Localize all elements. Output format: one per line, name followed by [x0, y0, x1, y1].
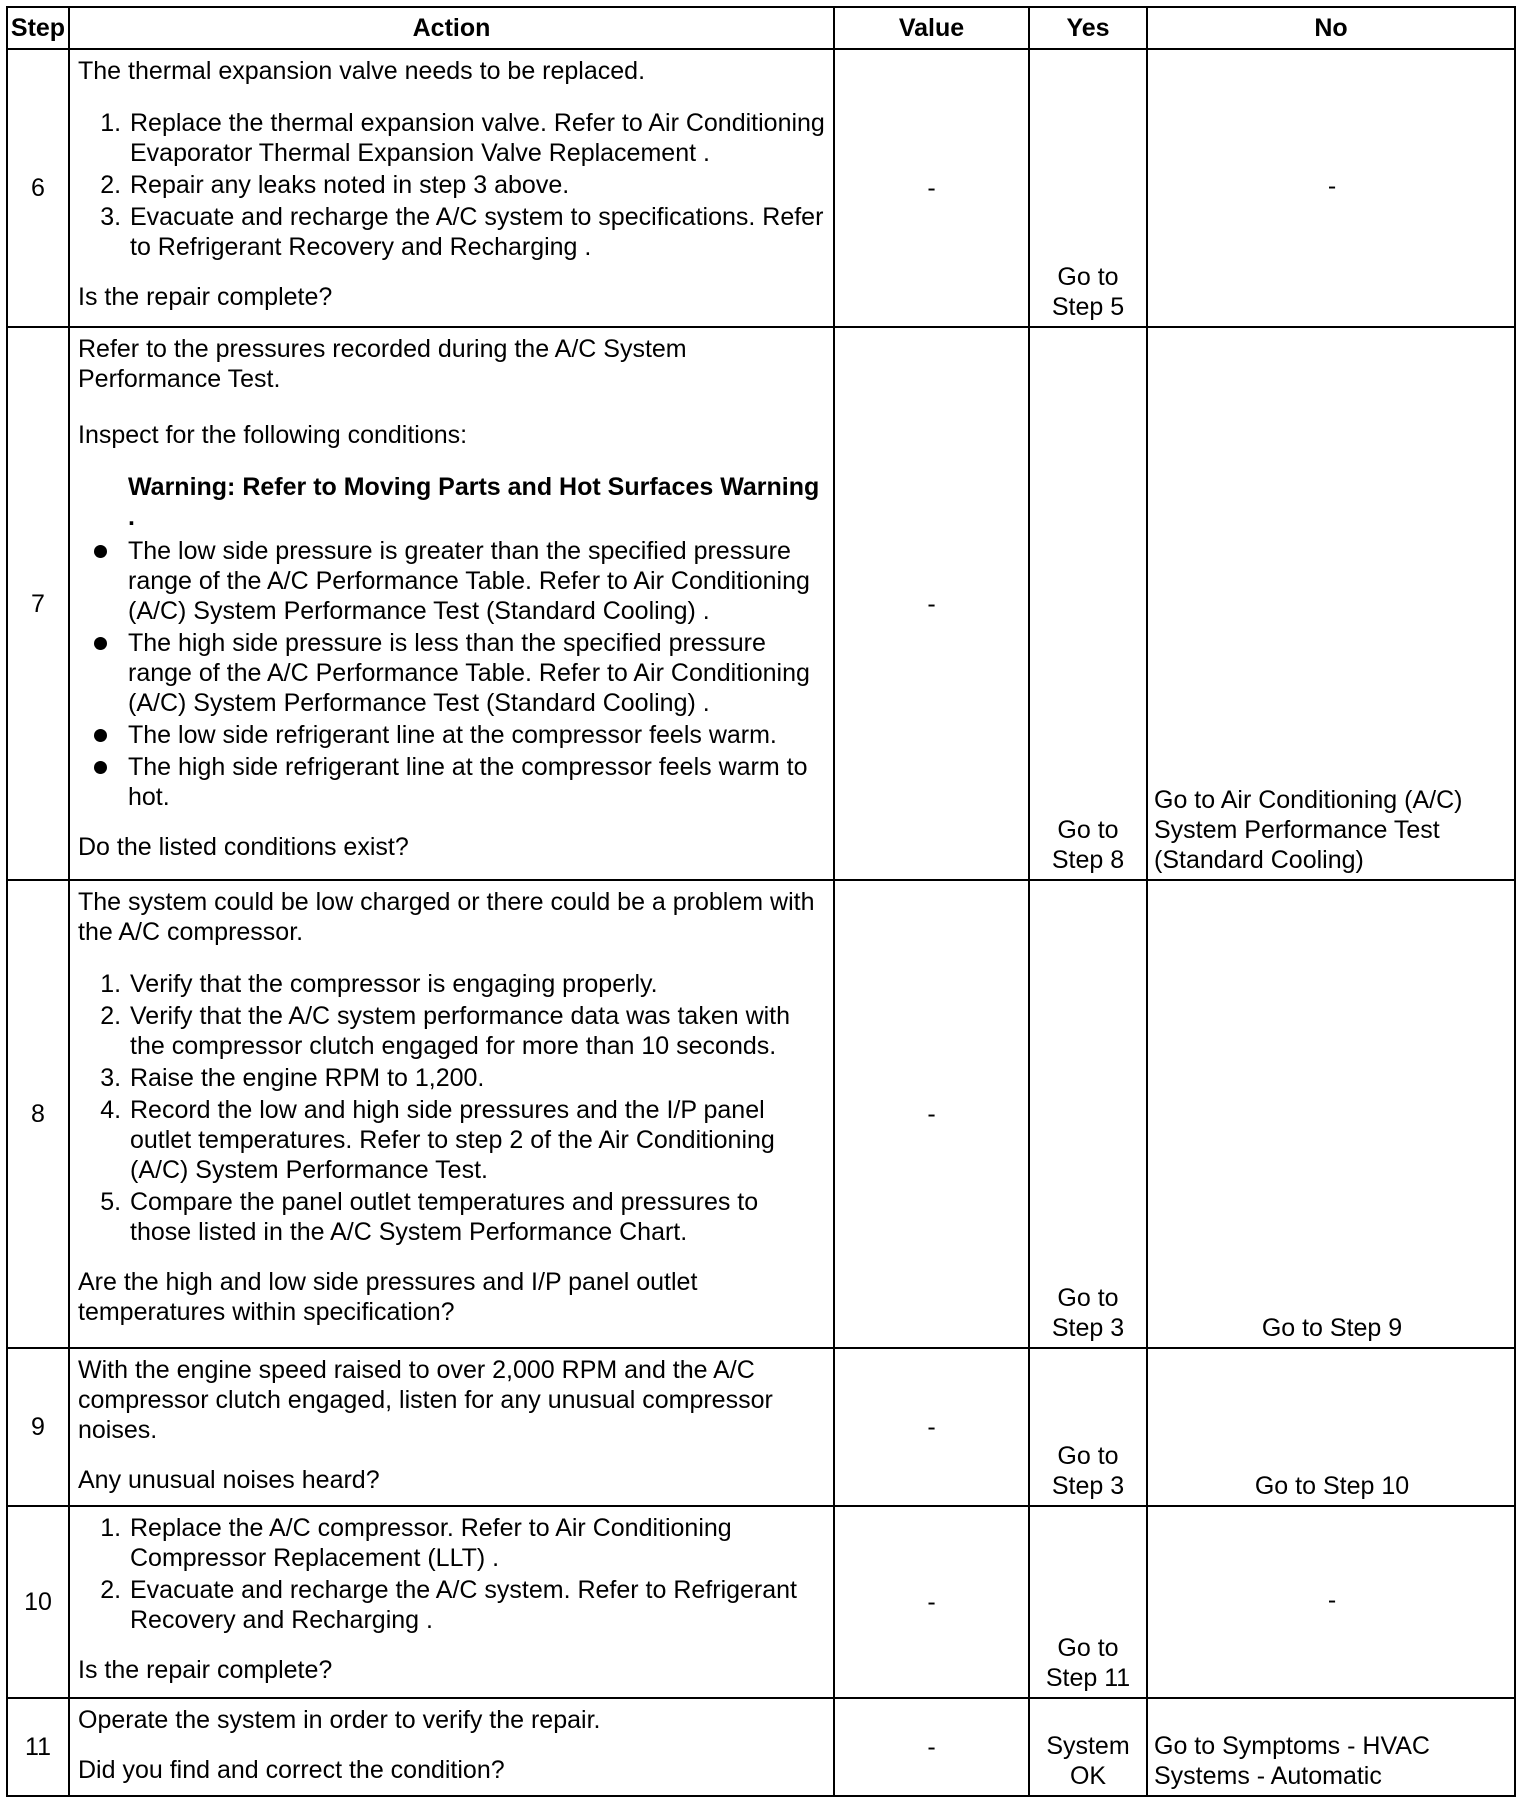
- warning-tail: .: [128, 503, 135, 531]
- numbered-list: [78, 108, 825, 262]
- yes-line: Go to: [1057, 263, 1119, 291]
- no-cell: Go to Step 10: [1147, 1348, 1515, 1506]
- no-cell: -: [1147, 1506, 1515, 1698]
- value-cell: -: [834, 1698, 1029, 1796]
- table-row-step-6: [7, 49, 1515, 327]
- action-question: Did you find and correct the condition?: [78, 1756, 505, 1784]
- value-cell: -: [834, 1506, 1029, 1698]
- list-item: 2. Repair any leaks noted in step 3 above.: [128, 170, 825, 200]
- bullet-icon: [94, 729, 107, 742]
- list-item-text: The high side pressure is less than the specified pressure range of the A/C Performance Table. Refer to Air Conditioning (A/C) System Performance Test (Standard Cooling) .: [128, 629, 810, 717]
- no-cell: Go to Step 9: [1147, 880, 1515, 1348]
- yes-line: Go to: [1057, 1442, 1119, 1470]
- list-item: [128, 752, 825, 812]
- list-item: 1. Replace the A/C compressor. Refer to Air Conditioning Compressor Replacement (LLT) .: [128, 1513, 825, 1573]
- diagnostic-table-page: [6, 6, 1514, 1797]
- table-row-step-11: [7, 1698, 1515, 1796]
- action-intro: Refer to the pressures recorded during the A/C System Performance Test.: [78, 335, 687, 393]
- action-intro: Operate the system in order to verify the repair.: [78, 1706, 601, 1734]
- yes-line: Go to: [1057, 816, 1119, 844]
- bullet-icon: [94, 761, 107, 774]
- action-question: Is the repair complete?: [78, 1656, 333, 1684]
- action-question: Is the repair complete?: [78, 283, 333, 311]
- yes-cell: [1029, 880, 1147, 1348]
- list-item: 1. Verify that the compressor is engaging properly.: [128, 969, 825, 999]
- list-item: [128, 720, 825, 750]
- yes-line: System: [1046, 1732, 1130, 1760]
- list-item: 3. Evacuate and recharge the A/C system to specifications. Refer to Refrigerant Recovery and Recharging .: [128, 202, 825, 262]
- header-no: No: [1147, 7, 1515, 49]
- list-item: 2. Evacuate and recharge the A/C system. Refer to Refrigerant Recovery and Recharging .: [128, 1575, 825, 1635]
- header-step: Step: [7, 7, 69, 49]
- list-item-text: The low side refrigerant line at the compressor feels warm.: [128, 721, 777, 749]
- bullet-list: [78, 536, 825, 812]
- step-number: 8: [7, 880, 69, 1348]
- step-number: 10: [7, 1506, 69, 1698]
- header-action: Action: [69, 7, 834, 49]
- table-row-step-7: [7, 327, 1515, 880]
- list-item-text: The low side pressure is greater than the specified pressure range of the A/C Performance Table. Refer to Air Conditioning (A/C) System Performance Test (Standard Cooling) .: [128, 537, 810, 625]
- list-item: 2. Verify that the A/C system performance data was taken with the compressor clutch engaged for more than 10 seconds.: [128, 1001, 825, 1061]
- value-cell: -: [834, 1348, 1029, 1506]
- step-number: 7: [7, 327, 69, 880]
- yes-cell: [1029, 1348, 1147, 1506]
- bullet-icon: [94, 637, 107, 650]
- no-cell: Go to Air Conditioning (A/C) System Performance Test (Standard Cooling): [1147, 327, 1515, 880]
- action-cell: [69, 1348, 834, 1506]
- yes-line: Go to: [1057, 1284, 1119, 1312]
- header-value: Value: [834, 7, 1029, 49]
- list-item: [128, 536, 825, 626]
- list-item: 5. Compare the panel outlet temperatures and pressures to those listed in the A/C System Performance Chart.: [128, 1187, 825, 1247]
- list-item: 1. Replace the thermal expansion valve. Refer to Air Conditioning Evaporator Thermal Expansion Valve Replacement .: [128, 108, 825, 168]
- action-intro: With the engine speed raised to over 2,000 RPM and the A/C compressor clutch engaged, listen for any unusual compressor noises.: [78, 1356, 773, 1444]
- diagnostic-table: [6, 6, 1516, 1797]
- list-item: [128, 628, 825, 718]
- step-number: 6: [7, 49, 69, 327]
- no-cell: -: [1147, 49, 1515, 327]
- list-item: 4. Record the low and high side pressures and the I/P panel outlet temperatures. Refer to step 2 of the Air Conditioning (A/C) System Performance Test.: [128, 1095, 825, 1185]
- value-cell: -: [834, 49, 1029, 327]
- action-intro: The system could be low charged or there could be a problem with the A/C compressor.: [78, 888, 815, 946]
- numbered-list: [78, 1513, 825, 1635]
- action-cell: [69, 327, 834, 880]
- bullet-icon: [94, 545, 107, 558]
- table-row-step-8: [7, 880, 1515, 1348]
- yes-line: OK: [1069, 1762, 1107, 1790]
- yes-cell: [1029, 327, 1147, 880]
- yes-cell: [1029, 49, 1147, 327]
- yes-line: Step 5: [1051, 293, 1125, 321]
- yes-line: Step 3: [1051, 1472, 1125, 1500]
- step-number: 11: [7, 1698, 69, 1796]
- table-row-step-10: [7, 1506, 1515, 1698]
- yes-line: Step 8: [1051, 846, 1125, 874]
- warning-text: Warning: Refer to Moving Parts and Hot Surfaces Warning: [128, 473, 820, 501]
- list-item-text: The high side refrigerant line at the compressor feels warm to hot.: [128, 753, 808, 811]
- yes-cell: [1029, 1698, 1147, 1796]
- action-question: Any unusual noises heard?: [78, 1466, 380, 1494]
- yes-line: Step 11: [1045, 1664, 1131, 1692]
- value-cell: -: [834, 327, 1029, 880]
- step-number: 9: [7, 1348, 69, 1506]
- no-cell: Go to Symptoms - HVAC Systems - Automatic: [1147, 1698, 1515, 1796]
- numbered-list: [78, 969, 825, 1247]
- value-cell: -: [834, 880, 1029, 1348]
- header-row: [7, 7, 1515, 49]
- action-intro: The thermal expansion valve needs to be replaced.: [78, 57, 646, 85]
- yes-line: Go to: [1057, 1634, 1119, 1662]
- action-question: Are the high and low side pressures and I/P panel outlet temperatures within specification?: [78, 1268, 698, 1326]
- list-item: 3. Raise the engine RPM to 1,200.: [128, 1063, 825, 1093]
- yes-line: Step 3: [1051, 1314, 1125, 1342]
- yes-cell: [1029, 1506, 1147, 1698]
- action-question: Do the listed conditions exist?: [78, 833, 409, 861]
- action-cell: [69, 1506, 834, 1698]
- header-yes: Yes: [1029, 7, 1147, 49]
- action-cell: [69, 49, 834, 327]
- table-row-step-9: [7, 1348, 1515, 1506]
- action-intro-secondary: Inspect for the following conditions:: [78, 421, 468, 449]
- action-cell: [69, 880, 834, 1348]
- action-cell: [69, 1698, 834, 1796]
